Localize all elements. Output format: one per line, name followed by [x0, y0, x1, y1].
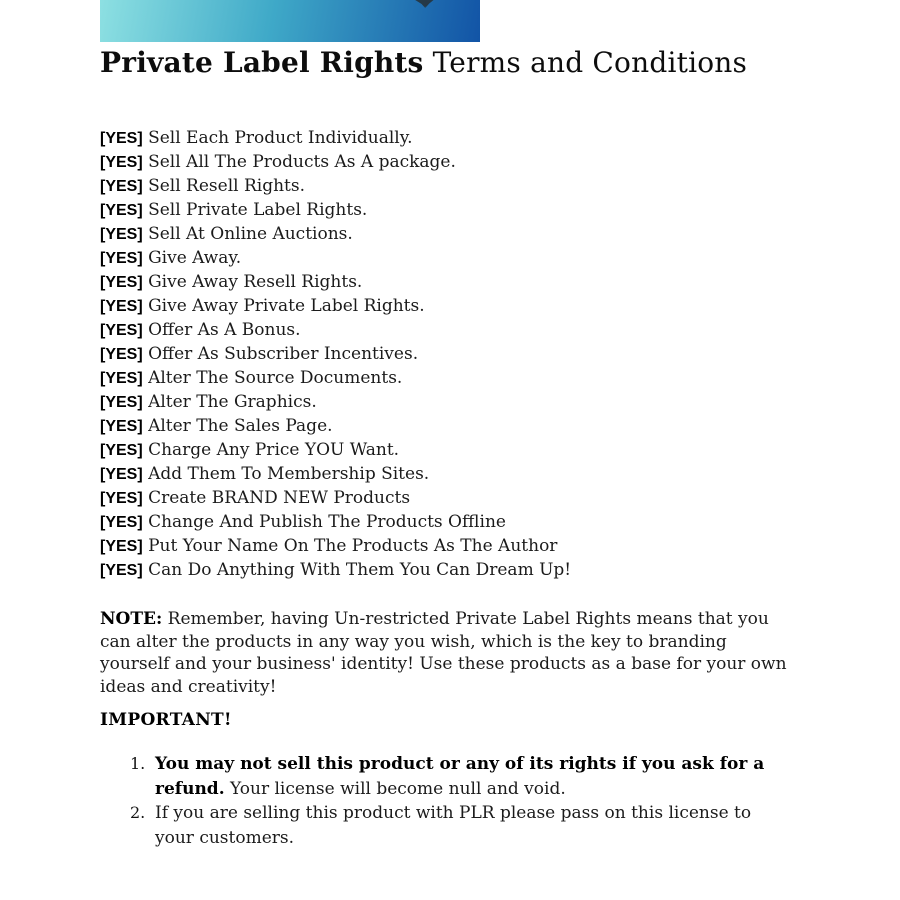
permission-row [100, 390, 571, 414]
permission-row [100, 366, 571, 390]
permission-row [100, 126, 571, 150]
permission-row [100, 150, 571, 174]
permission-text: Alter The Graphics. [142, 392, 317, 412]
permission-text: Alter The Source Documents. [142, 368, 403, 388]
yes-tag: [YES] [100, 346, 143, 363]
note-paragraph [100, 608, 794, 698]
yes-tag: [YES] [100, 370, 143, 387]
permission-text: Sell Resell Rights. [142, 176, 306, 196]
permission-row [100, 198, 571, 222]
important-list [100, 752, 765, 850]
yes-tag: [YES] [100, 178, 143, 195]
permission-row [100, 414, 571, 438]
yes-tag: [YES] [100, 418, 143, 435]
permission-row [100, 342, 571, 366]
permission-text: Add Them To Membership Sites. [142, 464, 430, 484]
yes-tag: [YES] [100, 562, 143, 579]
permission-row [100, 318, 571, 342]
yes-tag: [YES] [100, 490, 143, 507]
permission-text: Give Away Private Label Rights. [142, 296, 425, 316]
permission-text: Give Away Resell Rights. [142, 272, 363, 292]
note-label: NOTE: [100, 609, 163, 629]
permission-row [100, 438, 571, 462]
permission-text: Can Do Anything With Them You Can Dream Up! [142, 560, 572, 580]
permission-text: Offer As Subscriber Incentives. [142, 344, 419, 364]
permission-text: Sell Each Product Individually. [142, 128, 413, 148]
permission-row [100, 558, 571, 582]
permission-text: Sell Private Label Rights. [142, 200, 368, 220]
header-banner-image [100, 0, 480, 42]
permission-text: Charge Any Price YOU Want. [142, 440, 400, 460]
yes-tag: [YES] [100, 322, 143, 339]
permission-row [100, 294, 571, 318]
permission-row [100, 462, 571, 486]
permission-text: Change And Publish The Products Offline [142, 512, 506, 532]
important-item-number: 1. [130, 754, 146, 773]
important-item [100, 801, 765, 850]
page-title [100, 46, 747, 79]
permission-text: Offer As A Bonus. [142, 320, 301, 340]
yes-tag: [YES] [100, 442, 143, 459]
yes-tag: [YES] [100, 226, 143, 243]
important-item-number: 2. [130, 803, 146, 822]
banner-graphic-fragment [412, 0, 436, 8]
yes-tag: [YES] [100, 538, 143, 555]
yes-tag: [YES] [100, 250, 143, 267]
yes-tag: [YES] [100, 394, 143, 411]
yes-tag: [YES] [100, 202, 143, 219]
permission-text: Alter The Sales Page. [142, 416, 333, 436]
yes-tag: [YES] [100, 274, 143, 291]
permission-text: Give Away. [142, 248, 242, 268]
permissions-list [100, 126, 571, 582]
permission-text: Sell All The Products As A package. [142, 152, 456, 172]
page-title-emphasis: Private Label Rights [100, 46, 424, 79]
yes-tag: [YES] [100, 130, 143, 147]
permission-row [100, 174, 571, 198]
permission-text: Sell At Online Auctions. [142, 224, 353, 244]
yes-tag: [YES] [100, 154, 143, 171]
note-text: Remember, having Un-restricted Private Label Rights means that you can alter the products in any way you wish, which is the key to branding yourself and your business' identity! Use these products as a base for your own ideas and creativity! [100, 609, 787, 697]
permission-row [100, 222, 571, 246]
permission-row [100, 486, 571, 510]
important-heading: IMPORTANT! [100, 710, 232, 730]
permission-row [100, 534, 571, 558]
permission-row [100, 270, 571, 294]
yes-tag: [YES] [100, 514, 143, 531]
important-item-text: Your license will become null and void. [224, 778, 566, 799]
yes-tag: [YES] [100, 298, 143, 315]
page-title-rest: Terms and Conditions [423, 46, 748, 79]
yes-tag: [YES] [100, 466, 143, 483]
important-item-bold-text: You may not sell this product or any of its rights if you ask for a refund. [155, 754, 765, 799]
permission-row [100, 246, 571, 270]
permission-text: Put Your Name On The Products As The Author [142, 536, 558, 556]
important-item-text: If you are selling this product with PLR please pass on this license to your customers. [155, 803, 752, 848]
permission-text: Create BRAND NEW Products [142, 488, 411, 508]
important-item [100, 752, 765, 801]
permission-row [100, 510, 571, 534]
